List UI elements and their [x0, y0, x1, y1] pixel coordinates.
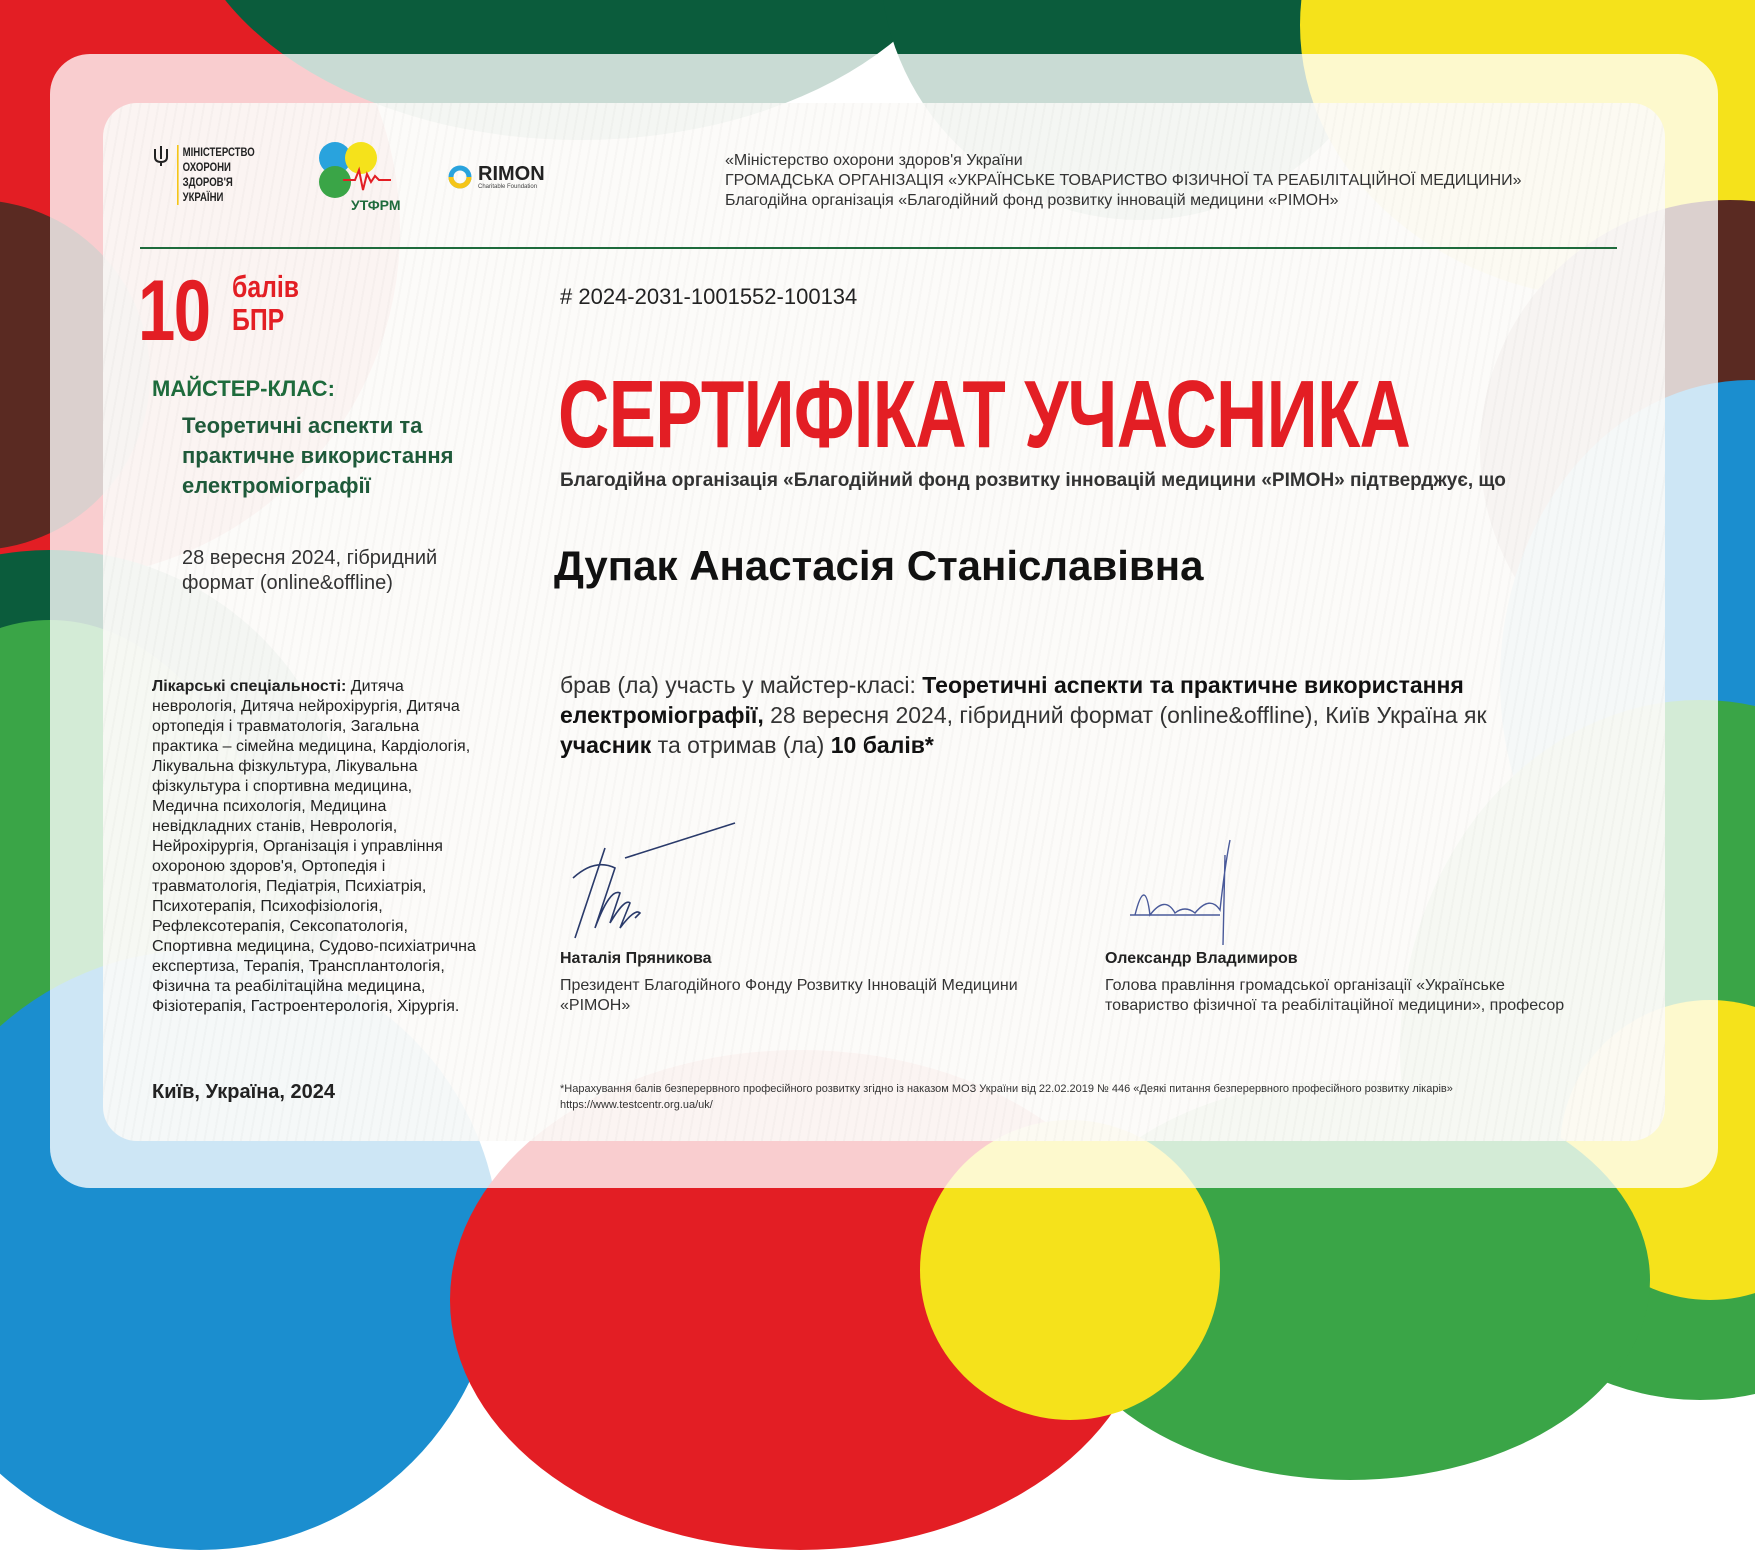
moz-logo-line: ЗДОРОВ'Я [182, 175, 233, 189]
certificate-subtitle: Благодійна організація «Благодійний фонд розвитку інновацій медицини «РІМОН» підтверджує, що [560, 470, 1506, 491]
city-year: Київ, Україна, 2024 [152, 1081, 335, 1103]
masterclass-label: МАЙСТЕР-КЛАС: [152, 376, 335, 401]
body-theme: Теоретичні аспекти та практичне використання електроміографії, [560, 672, 1464, 728]
moz-logo-line: УКРАЇНИ [182, 190, 224, 204]
body-role: учасник [560, 732, 652, 758]
body-points: 10 балів* [830, 732, 934, 758]
specialties-list: Дитяча неврологія, Дитяча нейрохірургія, Дитяча ортопедія і травматологія, Загальна практика – сімейна медицина, Кардіологія, Лікувальна фізкультура, Лікувальна фізкультура і спортивна медицина, Медична психологія, Медицина невідкладних станів, Неврологія, Нейрохірургія, Організація і управління охороною здоров'я, Ортопедія і травматологія, Педіатрія, Психіатрія, Психотерапія, Психофізіологія, Рефлексотерапія, Сексопатологія, Спортивна медицина, Судово-психіатрична експертиза, Терапія, Трансплантологія, Фізична та реабілітаційна медицина, Фізіотерапія, Гастроентерологія, Хірургія. [152, 678, 476, 1015]
footnote-link[interactable]: https://www.testcentr.org.ua/uk/ [560, 1099, 713, 1111]
recipient-name: Дупак Анастасія Станіславівна [554, 542, 1204, 589]
body-text: брав (ла) участь у майстер-класі: [560, 672, 923, 698]
masterclass-date-format: 28 вересня 2024, гібридний формат (online&offline) [182, 547, 438, 594]
trident-icon [153, 145, 169, 167]
rimon-ring-icon [448, 165, 472, 189]
utfrm-logo-label: УТФРМ [351, 197, 401, 213]
rimon-logo-tagline: Charitable Foundation [478, 184, 538, 190]
moz-logo [153, 145, 274, 205]
body-text: та отримав (ла) [651, 732, 831, 758]
signature-1-image [565, 818, 745, 943]
points-unit [232, 270, 299, 336]
specialties [152, 677, 482, 1017]
header-line-2: ГРОМАДСЬКА ОРГАНІЗАЦІЯ «УКРАЇНСЬКЕ ТОВАРИСТВО ФІЗИЧНОЇ ТА РЕАБІЛІТАЦІЙНОЇ МЕДИЦИНИ» [725, 172, 1522, 189]
header-line-3: Благодійна організація «Благодійний фонд розвитку інновацій медицини «РІМОН» [725, 192, 1339, 209]
points-unit-line: БПР [232, 302, 285, 337]
rimon-logo [448, 164, 545, 190]
certificate-title: СЕРТИФІКАТ УЧАСНИКА [558, 361, 1411, 468]
moz-logo-line: МІНІСТЕРСТВО [182, 145, 255, 159]
utfrm-logo [313, 140, 401, 215]
signatory-name: Олександр Владимиров [1105, 950, 1298, 967]
masterclass-theme: Теоретичні аспекти та практичне використання електроміографії [182, 413, 454, 498]
header-divider [140, 247, 1617, 249]
signature-block-1 [560, 950, 1020, 1016]
header-line-1: «Міністерство охорони здоров'я України [725, 152, 1023, 169]
points-value: 10 [138, 263, 210, 359]
rimon-logo-name: RIMON [478, 163, 545, 185]
body-text: 28 вересня 2024, гібридний формат (online&offline), Київ Україна як [763, 702, 1487, 728]
footnote [560, 1081, 1453, 1113]
signatory-name: Наталія Пряникова [560, 950, 712, 967]
certificate-number: # 2024-2031-1001552-100134 [560, 284, 858, 309]
clover-heart-icon [313, 140, 393, 200]
signatory-title: Президент Благодійного Фонду Розвитку Інновацій Медицини «РІМОН» [560, 977, 1018, 1014]
certificate-body [560, 670, 1560, 760]
signature-block-2 [1105, 950, 1565, 1016]
specialties-label: Лікарські спеціальності: [152, 678, 347, 695]
signatory-title: Голова правління громадської організації «Українське товариство фізичної та реабілітаційної медицини», професор [1105, 977, 1565, 1014]
moz-logo-line: ОХОРОНИ [182, 160, 231, 174]
signature-2-image [1125, 835, 1255, 950]
points-unit-line: балів [232, 269, 300, 304]
footnote-text: *Нарахування балів безперервного професійного розвитку згідно із наказом МОЗ України від 22.02.2019 № 446 «Деякі питання безперервного професійного розвитку лікарів» [560, 1083, 1453, 1095]
